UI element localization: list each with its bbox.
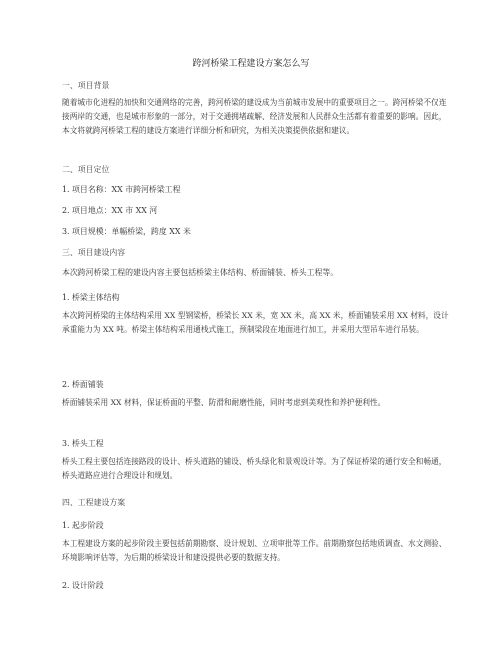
positioning-item-location: 2. 项目地点：XX 市 XX 河 [62, 206, 158, 215]
subsection-deck-body: 桥面铺装采用 XX 材料，保证桥面的平整、防滑和耐磨性能，同时考虑到美观性和养护便利性。 [62, 398, 386, 407]
section-background-heading: 一、项目背景 [62, 81, 110, 90]
subsection-structure-heading: 1. 桥梁主体结构 [62, 293, 120, 302]
subsection-design-heading: 2. 设计阶段 [62, 581, 104, 590]
section-background-body: 随着城市化进程的加快和交通网络的完善，跨河桥梁的建设成为当前城市发展中的重要项目之一。跨河桥梁不仅连接两岸的交通，也是城市形象的一部分，对于交通拥堵疏解、经济发展和人民群众生活都有着重要的影响。因此，本文将就跨河桥梁工程的建设方案进行详细分析和研究，为相关决策提供依据和建议。 [62, 98, 447, 135]
subsection-approach-heading: 3. 桥头工程 [62, 439, 104, 448]
subsection-structure-body: 本次跨河桥梁的主体结构采用 XX 型钢梁桥，桥梁长 XX 米，宽 XX 米，高 XX 米，桥面铺装采用 XX 材料，设计承重能力为 XX 吨。桥梁主体结构采用通栈式施工，预制梁段在地面进行加工，并采用大型吊车进行吊装。 [62, 311, 449, 334]
positioning-item-scale: 3. 项目规模：单幅桥梁，跨度 XX 米 [62, 227, 191, 236]
section-content-intro: 本次跨河桥梁工程的建设内容主要包括桥梁主体结构、桥面铺装、桥头工程等。 [62, 268, 339, 277]
section-plan-heading: 四、工程建设方案 [62, 498, 126, 507]
subsection-start-heading: 1. 起步阶段 [62, 521, 104, 530]
document-title: 跨河桥梁工程建设方案怎么写 [192, 59, 310, 69]
section-content-heading: 三、项目建设内容 [62, 248, 126, 257]
section-positioning-heading: 二、项目定位 [62, 165, 110, 174]
subsection-deck-heading: 2. 桥面铺装 [62, 380, 104, 389]
subsection-start-body: 本工程建设方案的起步阶段主要包括前期勘察、设计规划、立项审批等工作。前期勘察包括地质调查、水文测验、环境影响评估等，为后期的桥梁设计和建设提供必要的数据支持。 [62, 539, 447, 562]
positioning-item-name: 1. 项目名称：XX 市跨河桥梁工程 [62, 185, 181, 194]
subsection-approach-body: 桥头工程主要包括连接路段的设计、桥头道路的铺设、桥头绿化和景观设计等。为了保证桥梁的通行安全和畅通，桥头道路应进行合理设计和规划。 [62, 457, 447, 480]
